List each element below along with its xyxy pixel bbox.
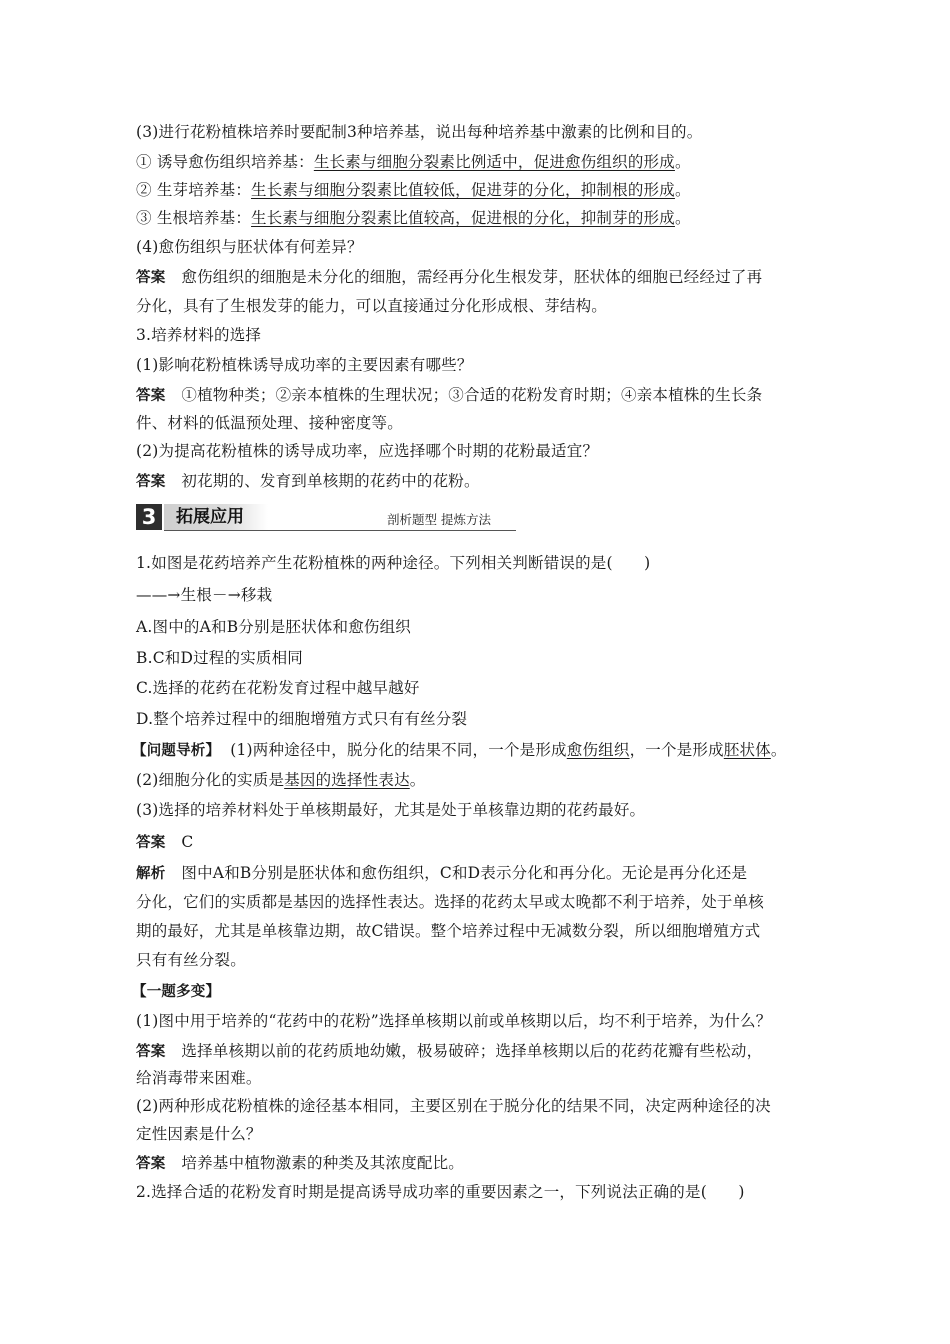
answer-text: 件、材料的低温预处理、接种密度等。	[136, 414, 403, 432]
text-line	[136, 180, 691, 200]
underlined-answer: 愈伤组织	[566, 741, 630, 759]
section-rule	[164, 530, 516, 531]
answer-label: 答案	[136, 270, 166, 286]
option-text: C.选择的花药在花粉发育过程中越早越好	[136, 679, 420, 697]
text-line	[136, 267, 762, 288]
analysis-text: 期的最好，尤其是单核靠边期，故C错误。整个培养过程中无减数分裂，所以细胞增殖方式	[136, 922, 761, 940]
guide-label: 【问题导析】	[132, 743, 221, 759]
answer-label: 答案	[136, 1156, 166, 1172]
diagram-text: ——→生根－→移栽	[136, 586, 273, 604]
guide-text: (3)选择的培养材料处于单核期最好，尤其是处于单核靠边期的花药最好。	[136, 801, 646, 819]
question-text: (2)为提高花粉植株的诱导成功率，应选择哪个时期的花粉最适宜？	[136, 442, 599, 460]
question-text: (4)愈伤组织与胚状体有何差异？	[136, 238, 363, 256]
option-text: A.图中的A和B分别是胚状体和愈伤组织	[136, 618, 412, 636]
section-number: 3	[136, 504, 162, 530]
option-c	[136, 678, 420, 698]
guide-text: (2)细胞分化的实质是	[136, 771, 285, 789]
item-label: ① 诱导愈伤组织培养基：	[136, 153, 314, 171]
item-label: ③ 生根培养基：	[136, 209, 252, 227]
answer-text: C	[181, 833, 194, 851]
question-stem: 2.选择合适的花粉发育时期是提高诱导成功率的重要因素之一，下列说法正确的是( )	[136, 1183, 745, 1201]
question-stem: 1.如图是花药培养产生花粉植株的两种途径。下列相关判断错误的是( )	[136, 554, 651, 572]
text-line	[136, 296, 607, 316]
variant-label: 【一题多变】	[132, 984, 221, 1000]
text-line	[136, 832, 193, 853]
text-line	[136, 385, 762, 406]
punctuation: 。	[674, 153, 691, 171]
text-line	[132, 740, 787, 761]
answer-text: 初花期的、发育到单核期的花药中的花粉。	[181, 472, 480, 490]
punctuation: 。	[770, 741, 787, 759]
underlined-answer: 生长素与细胞分裂素比例适中，促进愈伤组织的形成	[313, 153, 675, 171]
item-label: ② 生芽培养基：	[136, 181, 252, 199]
option-a	[136, 617, 411, 637]
text-line	[136, 585, 272, 605]
question-text: (2)两种形成花粉植株的途径基本相同，主要区别在于脱分化的结果不同，决定两种途径的决	[136, 1097, 771, 1115]
guide-text: (1)两种途径中，脱分化的结果不同，一个是形成	[230, 741, 567, 759]
text-line	[136, 921, 760, 941]
answer-text: 选择单核期以前的花药质地幼嫩，极易破碎；选择单核期以后的花药花瓣有些松动，	[181, 1042, 763, 1060]
punctuation: 。	[409, 771, 426, 789]
text-line	[136, 1124, 262, 1144]
analysis-text: 只有有丝分裂。	[136, 951, 246, 969]
answer-label: 答案	[136, 388, 166, 404]
question-text: (1)影响花粉植株诱导成功率的主要因素有哪些？	[136, 356, 473, 374]
underlined-answer: 生长素与细胞分裂素比值较低，促进芽的分化，抑制根的形成	[251, 181, 675, 199]
answer-label: 答案	[136, 474, 166, 490]
text-line	[132, 981, 220, 1002]
text-line	[136, 471, 480, 492]
text-line	[136, 863, 747, 884]
answer-text: 给消毒带来困难。	[136, 1069, 262, 1087]
text-line	[136, 325, 261, 345]
text-line	[136, 1096, 771, 1116]
text-line	[136, 355, 473, 375]
text-line	[136, 770, 425, 790]
text-line	[136, 208, 691, 228]
answer-text: 愈伤组织的细胞是未分化的细胞，需经再分化生根发芽，胚状体的细胞已经经过了再	[181, 268, 763, 286]
answer-text: 培养基中植物激素的种类及其浓度配比。	[181, 1154, 465, 1172]
section-subtitle: 剖析题型 提炼方法	[387, 512, 491, 527]
text-line	[136, 237, 363, 257]
text-line	[136, 413, 403, 433]
text-line	[136, 1153, 464, 1174]
answer-text: 分化，具有了生根发芽的能力，可以直接通过分化形成根、芽结构。	[136, 297, 608, 315]
text-line	[136, 800, 645, 820]
answer-label: 答案	[136, 1044, 166, 1060]
text-line	[136, 152, 691, 172]
section-title: 拓展应用	[176, 507, 244, 527]
answer-text: ①植物种类；②亲本植株的生理状况；③合适的花粉发育时期；④亲本植株的生长条	[181, 386, 763, 404]
text-line	[136, 1068, 262, 1088]
question-text: (3)进行花粉植株培养时要配制3种培养基，说出每种培养基中激素的比例和目的。	[136, 123, 703, 141]
question-text: 定性因素是什么？	[136, 1125, 262, 1143]
option-d	[136, 709, 467, 729]
analysis-text: 图中A和B分别是胚状体和愈伤组织，C和D表示分化和再分化。无论是再分化还是	[181, 864, 748, 882]
underlined-answer: 生长素与细胞分裂素比值较高，促进根的分化，抑制芽的形成	[251, 209, 675, 227]
text-line	[136, 553, 650, 573]
analysis-label: 解析	[136, 866, 166, 882]
section-header	[136, 502, 516, 532]
underlined-answer: 胚状体	[723, 741, 771, 759]
text-line	[136, 1011, 771, 1031]
text-line	[136, 1041, 762, 1062]
text-line	[136, 892, 764, 912]
text-line	[136, 122, 702, 142]
subheading: 3.培养材料的选择	[136, 326, 262, 344]
question-text: (1)图中用于培养的“花药中的花粉”选择单核期以前或单核期以后，均不利于培养，为什么？	[136, 1012, 772, 1030]
punctuation: 。	[674, 209, 691, 227]
guide-text: ，一个是形成	[629, 741, 724, 759]
option-text: D.整个培养过程中的细胞增殖方式只有有丝分裂	[136, 710, 468, 728]
analysis-text: 分化，它们的实质都是基因的选择性表达。选择的花药太早或太晚都不利于培养，处于单核	[136, 893, 765, 911]
option-text: B.C和D过程的实质相同	[136, 649, 304, 667]
text-line	[136, 1182, 745, 1202]
text-line	[136, 950, 246, 970]
answer-label: 答案	[136, 835, 166, 851]
option-b	[136, 648, 303, 668]
underlined-answer: 基因的选择性表达	[284, 771, 410, 789]
punctuation: 。	[674, 181, 691, 199]
text-line	[136, 441, 598, 461]
